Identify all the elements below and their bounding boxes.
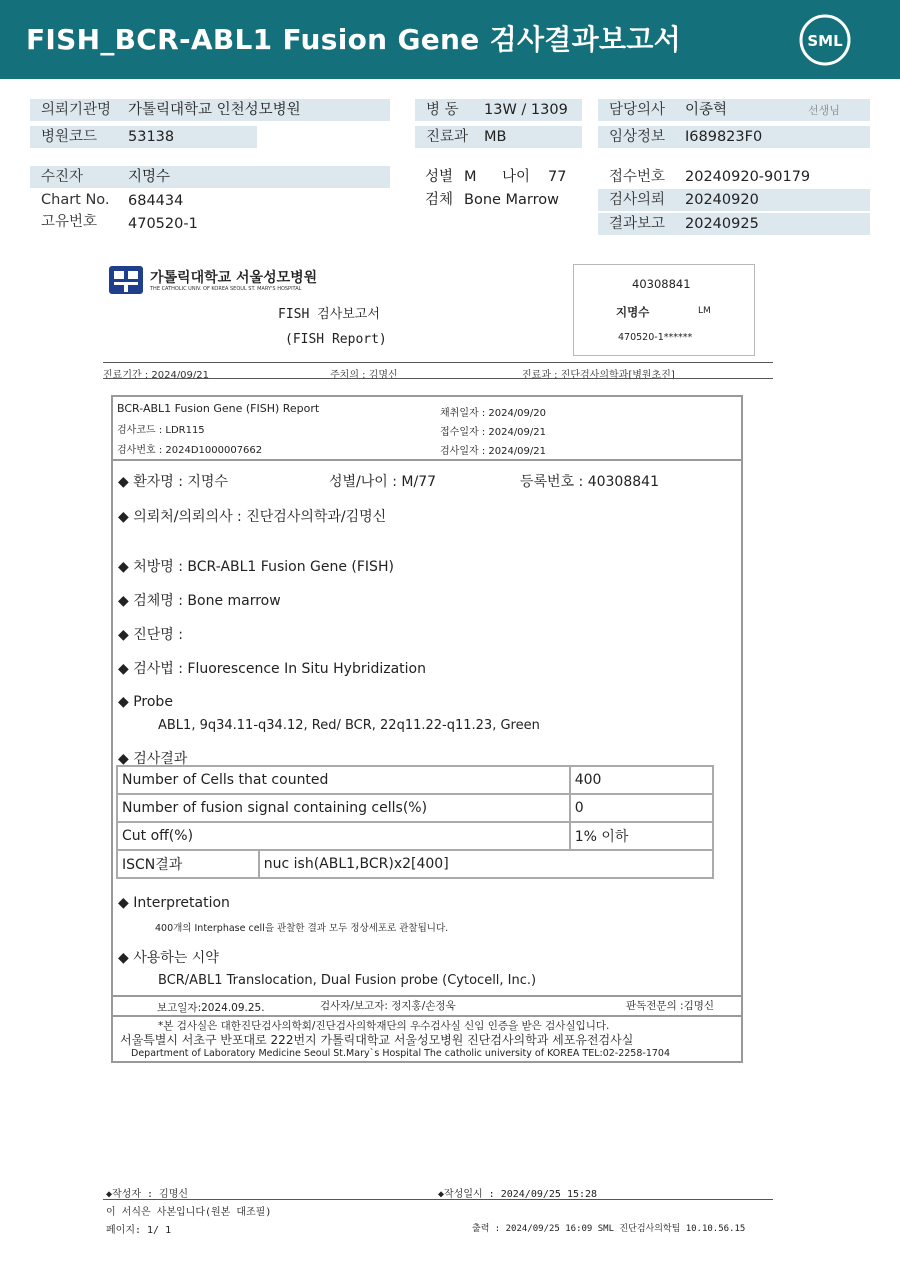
institution-label: 의뢰기관명	[30, 99, 390, 121]
page-title: FISH_BCR-ABL1 Fusion Gene 검사결과보고서	[26, 23, 682, 56]
patient-label: 수진자	[30, 166, 390, 188]
specimen-label: 검체	[425, 192, 454, 208]
lab-department-en: Department of Laboratory Medicine Seoul St.Mary`s Hospital The catholic university of KOREA TEL:02-2258-1704	[131, 1048, 671, 1059]
hospital-code-label: 병원코드	[30, 126, 257, 148]
unique-no-value: 470520-1	[128, 216, 198, 232]
certification-note: *본 검사실은 대한진단검사의학회/진단검사의학재단의 우수검사실 신임 인증을 받은 검사실입니다.	[158, 1020, 610, 1032]
interpretation-text: 400개의 Interphase cell을 관찰한 결과 모두 정상세포로 관찰됩니다.	[155, 923, 449, 934]
result-value-cell: 1% 이하	[570, 822, 713, 850]
result-date-label: 결과보고	[598, 213, 870, 235]
diagnosis: ◆ 진단명 :	[118, 627, 183, 643]
report-title-en: (FISH Report)	[285, 332, 387, 347]
sex-label: 성별	[425, 169, 454, 185]
specimen-value: Bone Marrow	[464, 192, 560, 208]
registration-no: 등록번호 : 40308841	[520, 474, 659, 490]
sex-age: 성별/나이 : M/77	[329, 474, 437, 490]
request-date-label: 검사의뢰	[598, 189, 870, 211]
reagent-text: BCR/ABL1 Translocation, Dual Fusion probe (Cytocell, Inc.)	[158, 973, 537, 988]
id-box-reg-no: 40308841	[632, 277, 691, 291]
age-label: 나이	[502, 169, 531, 185]
table-row	[117, 766, 713, 794]
reagent-title: ◆ 사용하는 시약	[118, 950, 219, 966]
department-label: 진료과	[415, 126, 582, 148]
age-value: 77	[548, 169, 567, 185]
meta-rule-bottom	[103, 378, 773, 379]
ward-value: 13W / 1309	[484, 102, 568, 118]
table-row	[117, 794, 713, 822]
meta-department: 진료과 : 진단검사의학과[병원초진]	[522, 370, 675, 381]
doctor-value: 이종혁	[685, 102, 728, 118]
hospital-name: 가톨릭대학교 서울성모병원	[150, 270, 318, 286]
meta-physician: 주치의 : 김명신	[330, 370, 398, 381]
report-header-rule	[113, 459, 741, 461]
report-footer-rule	[113, 995, 741, 997]
prescription: ◆ 처방명 : BCR-ABL1 Fusion Gene (FISH)	[118, 559, 394, 575]
print-info: 출력 : 2024/09/25 16:09 SML 진단검사의학팀 10.10.56.15	[472, 1224, 746, 1234]
result-value-cell: 400	[570, 766, 713, 794]
result-date-value: 20240925	[685, 216, 759, 232]
report-date: 보고일자:2024.09.25.	[157, 1002, 265, 1014]
chart-no-value: 684434	[128, 193, 184, 209]
result-label-cell: Number of Cells that counted	[117, 766, 570, 794]
doctor-label: 담당의사	[598, 99, 870, 121]
results-table	[116, 765, 714, 879]
report-cert-rule	[113, 1015, 741, 1017]
iscn-label-cell: ISCN결과	[117, 850, 259, 878]
sex-value: M	[464, 169, 477, 185]
interpretation-title: ◆ Interpretation	[118, 895, 230, 911]
referrer: ◆ 의뢰처/의뢰의사 : 진단검사의학과/김명신	[118, 509, 387, 525]
probe-detail: ABL1, 9q34.11-q34.12, Red/ BCR, 22q11.22-q11.23, Green	[158, 718, 540, 733]
doctor-suffix: 선생님	[808, 104, 840, 117]
result-label-cell: Cut off(%)	[117, 822, 570, 850]
chart-no-label: Chart No.	[41, 192, 110, 208]
receipt-no-label: 접수번호	[609, 169, 666, 185]
meta-rule-top	[103, 362, 773, 363]
receipt-no-value: 20240920-90179	[685, 169, 811, 185]
institution-value: 가톨릭대학교 인천성모병원	[128, 102, 301, 118]
request-date-value: 20240920	[685, 192, 759, 208]
pathologist: 판독전문의 :김명신	[626, 1000, 715, 1012]
author: ◆작성자 : 김명신	[106, 1189, 189, 1200]
iscn-value-cell: nuc ish(ABL1,BCR)x2[400]	[259, 850, 713, 878]
table-row	[117, 850, 713, 878]
id-box-code: LM	[698, 306, 711, 316]
exam-date: 검사일자 : 2024/09/21	[440, 446, 547, 457]
hospital-code-value: 53138	[128, 129, 175, 145]
report-title: FISH 검사보고서	[278, 307, 380, 322]
patient-id-box	[573, 264, 755, 356]
result-label-cell: Number of fusion signal containing cells(%)	[117, 794, 570, 822]
patient-name: ◆ 환자명 : 지명수	[118, 474, 228, 490]
receive-date: 접수일자 : 2024/09/21	[440, 427, 547, 438]
clinical-info-label: 임상정보	[598, 126, 870, 148]
examiner: 검사자/보고자: 정지홍/손정욱	[320, 1000, 456, 1012]
logo-text: SML	[807, 32, 843, 50]
ward-label: 병 동	[415, 99, 582, 121]
collect-date: 채취일자 : 2024/09/20	[440, 408, 547, 419]
header-bar	[0, 0, 900, 79]
specimen-name: ◆ 검체명 : Bone marrow	[118, 593, 281, 609]
department-value: MB	[484, 129, 507, 145]
unique-no-label: 고유번호	[41, 214, 98, 230]
id-box-id: 470520-1******	[618, 332, 693, 343]
id-box-name: 지명수	[616, 305, 650, 319]
test-method: ◆ 검사법 : Fluorescence In Situ Hybridization	[118, 661, 426, 677]
probe-title: ◆ Probe	[118, 694, 173, 710]
hospital-logo	[108, 265, 144, 295]
result-title: ◆ 검사결과	[118, 751, 188, 767]
sml-logo	[798, 13, 852, 67]
hospital-subtitle: THE CATHOLIC UNIV. OF KOREA SEOUL ST. MARY'S HOSPITAL	[150, 286, 302, 292]
written-date: ◆작성일시 : 2024/09/25 15:28	[438, 1189, 598, 1200]
test-number: 검사번호 : 2024D1000007662	[117, 445, 263, 456]
patient-value: 지명수	[128, 169, 171, 185]
test-name: BCR-ABL1 Fusion Gene (FISH) Report	[117, 402, 320, 415]
copy-note: 이 서식은 사본입니다(원본 대조필)	[106, 1207, 272, 1218]
table-row	[117, 822, 713, 850]
lab-address: 서울특별시 서초구 반포대로 222번지 가톨릭대학교 서울성모병원 진단검사의학과 세포유전검사실	[120, 1033, 634, 1047]
page-number: 페이지: 1/ 1	[106, 1225, 172, 1236]
result-value-cell: 0	[570, 794, 713, 822]
footer-rule	[103, 1199, 773, 1200]
meta-period: 진료기간 : 2024/09/21	[103, 370, 210, 381]
test-code: 검사코드 : LDR115	[117, 425, 205, 436]
clinical-info-value: I689823F0	[685, 129, 763, 145]
